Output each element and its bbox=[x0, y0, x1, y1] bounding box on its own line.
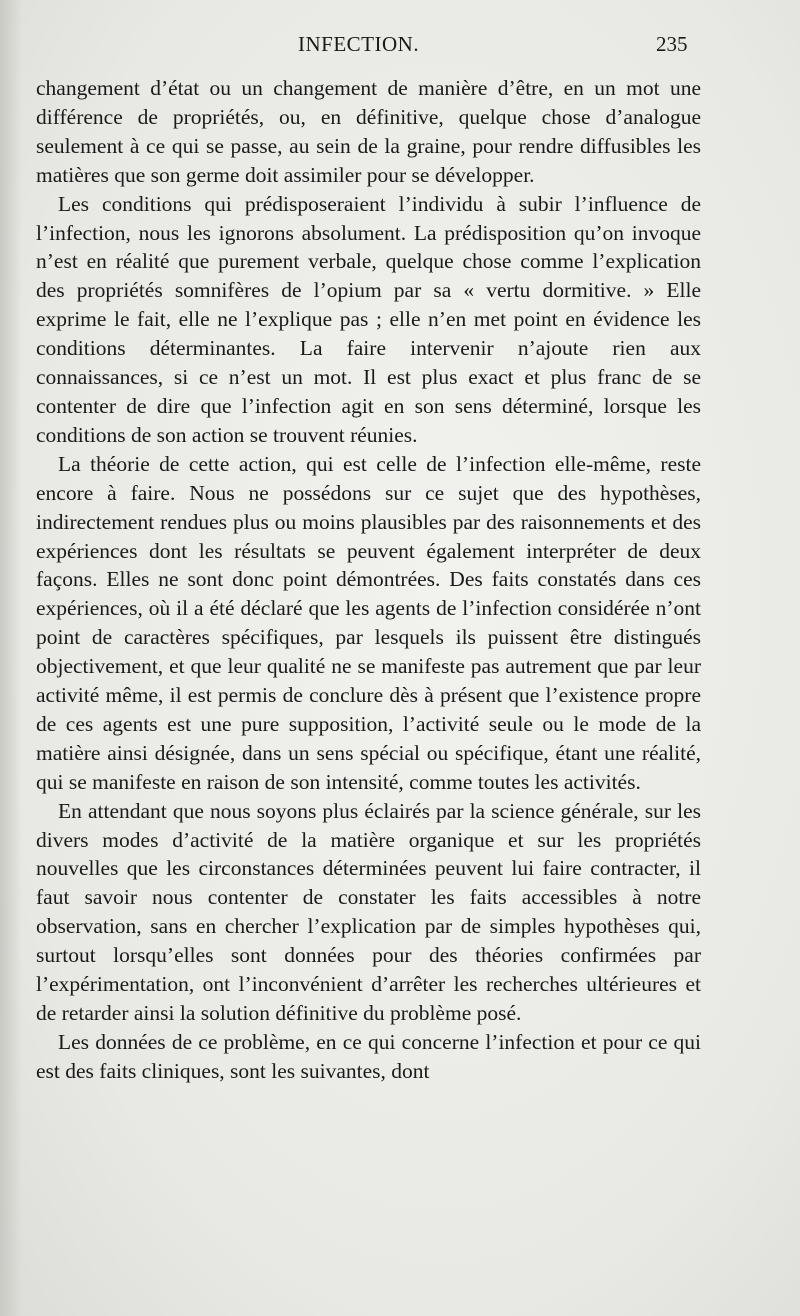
paragraph-4: En attendant que nous soyons plus éclairés par la science générale, sur les divers modes d’activité de la matière organique et sur les propriétés nouvelles que les circonstances déterminées peuvent lui faire contracter, il faut savoir nous contenter de constater les faits accessibles à notre observation, sans en chercher l’explication par de simples hypothèses qui, surtout lorsqu’elles sont données pour des théories confirmées par l’expérimentation, ont l’inconvénient d’arrêter les recherches ultérieures et de retarder ainsi la solution définitive du problème posé. bbox=[36, 798, 701, 1025]
paragraph-3: La théorie de cette action, qui est celle de l’infection elle-même, reste encore à faire. Nous ne possédons sur ce sujet que des hypothèses, indirectement rendues plus ou moins plausibles par des raisonnements et des expériences dont les résultats se peuvent également interpréter de deux façons. Elles ne sont donc point démontrées. Des faits constatés dans ces expériences, où il a été déclaré que les agents de l’infection considérée n’ont point de caractères spécifiques, par lesquels ils puissent être distingués objectivement, et que leur qualité ne se manifeste pas autrement que par leur activité même, il est permis de conclure dès à présent que l’existence propre de ces agents est une pure supposition, l’activité seule ou le mode de la matière ainsi désignée, dans un sens spécial ou spécifique, étant une réalité, qui se manifeste en raison de son intensité, comme toutes les activités. bbox=[36, 451, 701, 794]
paragraph-1: changement d’état ou un changement de manière d’être, en un mot une différence de propriétés, ou, en définitive, quelque chose d’analogue seulement à ce qui se passe, au sein de la graine, pour rendre diffusibles les matières que son germe doit assimiler pour se développer. bbox=[36, 76, 701, 187]
running-head bbox=[0, 30, 800, 60]
body-text bbox=[36, 74, 701, 1086]
binding-shadow bbox=[0, 0, 22, 1316]
paragraph-5: Les données de ce problème, en ce qui concerne l’infection et pour ce qui est des faits cliniques, sont les suivantes, dont bbox=[36, 1029, 701, 1083]
running-title: INFECTION. bbox=[298, 32, 420, 56]
paragraph-2: Les conditions qui prédisposeraient l’individu à subir l’influence de l’infection, nous les ignorons absolument. La prédisposition qu’on invoque n’est en réalité que purement verbale, quelque chose comme l’explication des propriétés somnifères de l’opium par sa « vertu dormitive. » Elle exprime le fait, elle ne l’explique pas ; elle n’en met point en évidence les conditions déterminantes. La faire intervenir n’ajoute rien aux connaissances, si ce n’est un mot. Il est plus exact et plus franc de se contenter de dire que l’infection agit en son sens déterminé, lorsque les conditions de son action se trouvent réunies. bbox=[36, 191, 701, 447]
page-number: 235 bbox=[656, 32, 688, 56]
